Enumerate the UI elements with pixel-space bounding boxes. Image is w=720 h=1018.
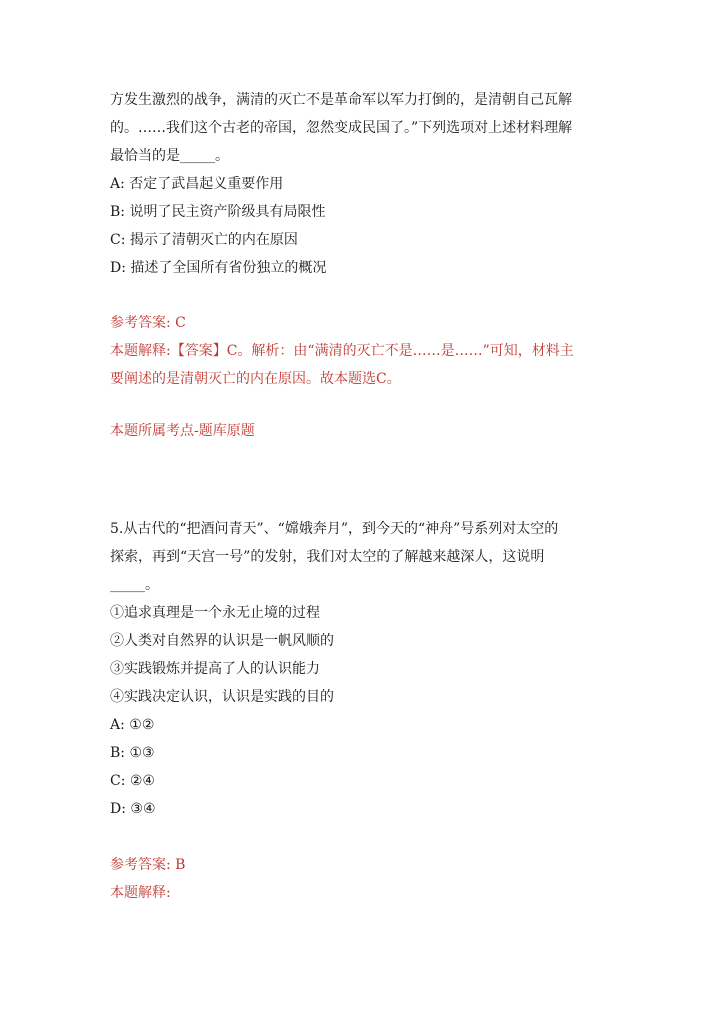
explanation-line: 要阐述的是清朝灭亡的内在原因。故本题选C。 [110, 371, 401, 387]
option-d: D: 描述了全国所有省份独立的概况 [110, 260, 327, 276]
question-4 [110, 86, 610, 445]
question-stem-line: 探索，再到“天宫一号”的发射，我们对太空的了解越来越深人，这说明 [110, 549, 545, 565]
option-c: C: 揭示了清朝灭亡的内在原因 [110, 232, 298, 248]
question-stem-line: 最恰当的是_____。 [110, 148, 229, 164]
option-b: B: 说明了民主资产阶级具有局限性 [110, 204, 326, 220]
statement-4: ④实践决定认识，认识是实践的目的 [110, 689, 334, 705]
question-stem-line: 5.从古代的“把酒问青天”、“嫦娥奔月”，到今天的“神舟”号系列对太空的 [110, 521, 559, 537]
statement-3: ③实践锻炼并提高了人的认识能力 [110, 661, 320, 677]
option-d: D: ③④ [110, 801, 156, 817]
statement-1: ①追求真理是一个永无止境的过程 [110, 605, 320, 621]
reference-answer: 参考答案: C [110, 315, 186, 331]
question-source: 本题所属考点-题库原题 [110, 423, 255, 439]
question-5 [110, 515, 610, 907]
option-a: A: ①② [110, 717, 155, 733]
explanation-label: 本题解释: [110, 885, 171, 901]
question-stem-line: 的。……我们这个古老的帝国，忽然变成民国了。”下列选项对上述材料理解 [110, 120, 573, 136]
question-stem-line: 方发生激烈的战争，满清的灭亡不是革命军以军力打倒的，是清朝自己瓦解 [110, 92, 572, 108]
option-b: B: ①③ [110, 745, 155, 761]
question-stem-line: _____。 [110, 577, 159, 593]
option-c: C: ②④ [110, 773, 155, 789]
option-a: A: 否定了武昌起义重要作用 [110, 176, 284, 192]
statement-2: ②人类对自然界的认识是一帆风顺的 [110, 633, 334, 649]
explanation-line: 本题解释:【答案】C。解析：由“满清的灭亡不是……是……”可知，材料主 [110, 343, 574, 359]
document-page [110, 86, 610, 907]
reference-answer: 参考答案: B [110, 857, 186, 873]
